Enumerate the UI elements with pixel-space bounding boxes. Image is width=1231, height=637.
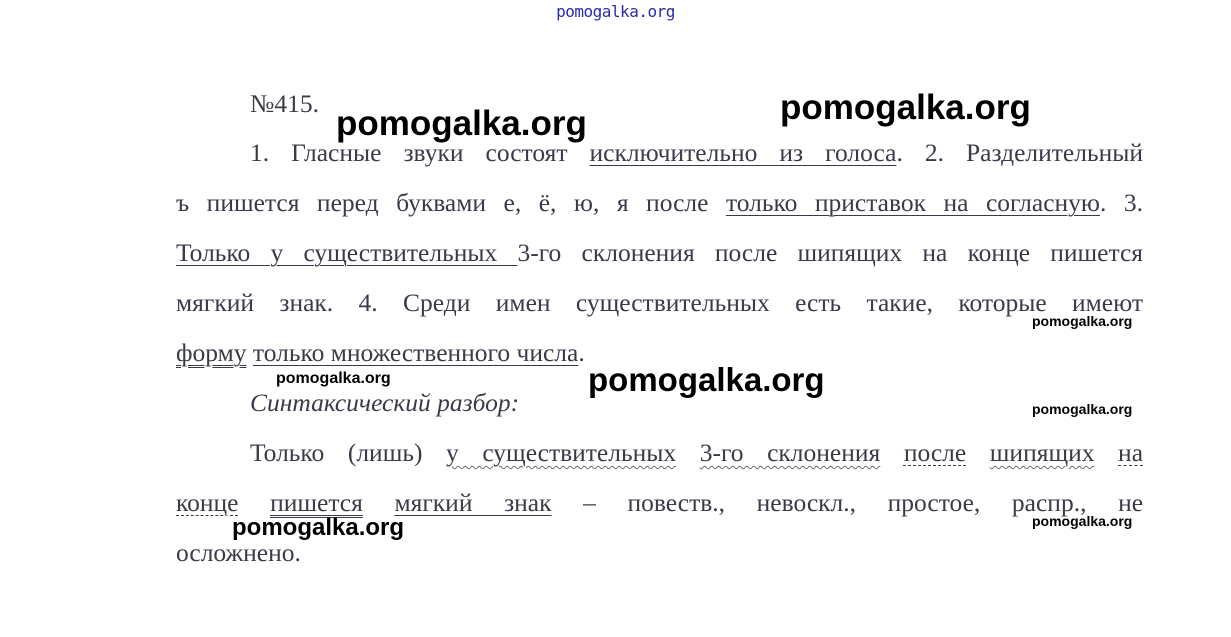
analysis-word-7: конце <box>176 488 239 517</box>
watermark-logo: pomogalka.org <box>780 88 1031 127</box>
analysis-word-6: на <box>1118 438 1144 467</box>
analysis-word-5: шипящих <box>989 438 1095 467</box>
line-1-underlined: исключительно из голоса <box>589 138 897 167</box>
analysis-word-2: у существительных <box>446 438 677 467</box>
line-3-text: 3-го склонения после шипящих на конце пишется <box>517 238 1143 267</box>
line-3-underlined: Только у существительных <box>176 238 518 267</box>
watermark-logo: pomogalka.org <box>588 361 825 398</box>
line-5-period: . <box>578 338 585 367</box>
line-2-text-a: ъ пишется перед буквами е, ё, ю, я после <box>176 188 726 217</box>
analysis-line-3: осложнено. <box>176 538 301 567</box>
watermark-logo: pomogalka.org <box>232 514 405 541</box>
watermark-logo: pomogalka.org <box>1032 401 1133 417</box>
site-header: pomogalka.org <box>556 2 675 21</box>
text-line-1 <box>176 128 1143 178</box>
analysis-tail: – повеств., невоскл., простое, распр., не <box>583 488 1144 517</box>
watermark-logo: pomogalka.org <box>1032 513 1133 529</box>
analysis-word-4: после <box>903 438 967 467</box>
analysis-title: Синтаксический разбор: <box>250 388 520 417</box>
line-5-underlined-a: форму <box>176 338 247 367</box>
exercise-body <box>176 86 1143 578</box>
line-2-text-b: . 3. <box>1099 188 1143 217</box>
line-2-underlined: только приставок на согласную <box>725 188 1100 217</box>
analysis-word-1: Только (лишь) <box>250 438 447 467</box>
watermark-logo: pomogalka.org <box>336 104 587 143</box>
analysis-word-9: мягкий знак <box>394 488 552 517</box>
analysis-word-3: 3-го склонения <box>699 438 881 467</box>
exercise-number: №415. <box>250 89 319 118</box>
text-line-4: мягкий знак. 4. Среди имен существительных есть такие, которые имеют <box>176 288 1143 317</box>
text-line-2 <box>176 178 1143 228</box>
watermark-logo: pomogalka.org <box>1032 313 1133 329</box>
line-1-text-b: . 2. Разделительный <box>896 138 1144 167</box>
line-1-text-a: 1. Гласные звуки состоят <box>250 138 590 167</box>
analysis-line-1 <box>176 428 1143 478</box>
watermark-logo: pomogalka.org <box>276 370 391 387</box>
line-5-underlined-b: только множественного числа <box>252 338 579 367</box>
text-line-3 <box>176 228 1143 278</box>
analysis-word-8: пишется <box>270 488 363 517</box>
